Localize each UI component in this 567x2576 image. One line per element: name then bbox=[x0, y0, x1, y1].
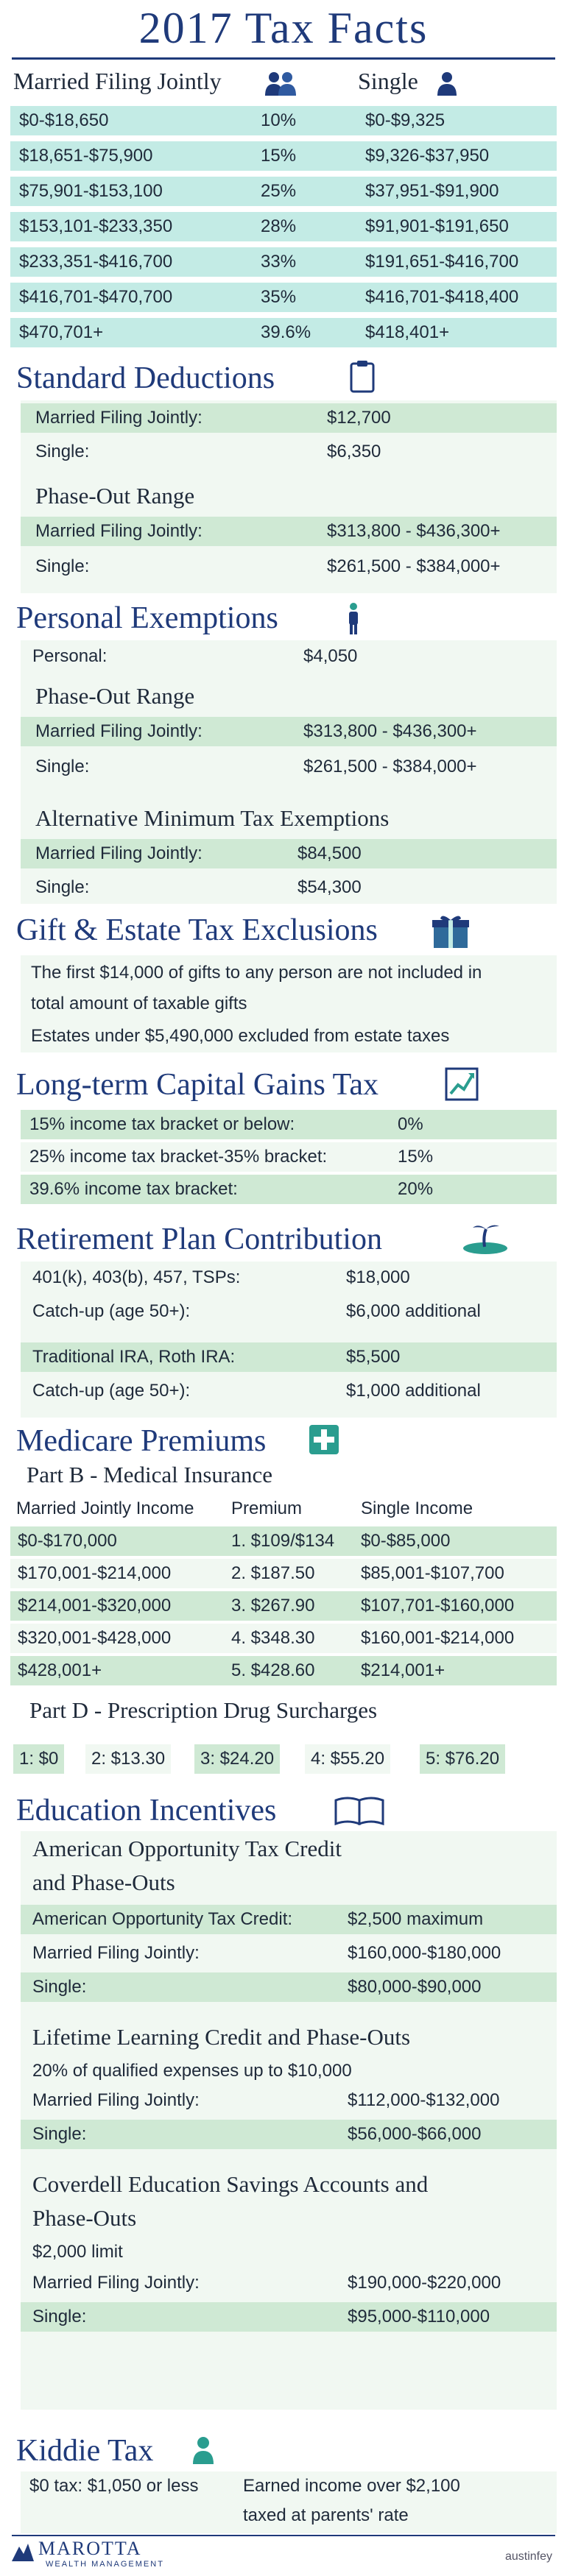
col-single-header: Single Income bbox=[361, 1498, 473, 1518]
llc-mfj-row: Married Filing Jointly: $112,000-$132,000 bbox=[32, 2090, 500, 2110]
retirement-catchup-row: Catch-up (age 50+): $6,000 additional bbox=[32, 1301, 481, 1321]
personal-exemptions-heading: Personal Exemptions bbox=[16, 601, 278, 635]
kiddie-right-2: taxed at parents' rate bbox=[243, 2505, 409, 2525]
footer-divider bbox=[12, 2535, 555, 2536]
aotc-single-row: Single: $80,000-$90,000 bbox=[21, 1972, 557, 2002]
standard-mfj-row: Married Filing Jointly: $12,700 bbox=[21, 403, 557, 433]
medicare-row: $320,001-$428,000 4. $348.30 $160,001-$214,000 bbox=[10, 1624, 557, 1653]
part-d-surcharge: 3: $24.20 bbox=[194, 1744, 280, 1774]
part-d-surcharge: 2: $13.30 bbox=[85, 1744, 171, 1774]
capital-gains-row: 15% income tax bracket or below: 0% bbox=[21, 1110, 557, 1139]
standard-phaseout-heading: Phase-Out Range bbox=[35, 483, 195, 509]
page-title: 2017 Tax Facts bbox=[138, 4, 429, 52]
medicare-heading: Medicare Premiums bbox=[16, 1424, 267, 1458]
part-d-surcharge: 5: $76.20 bbox=[420, 1744, 505, 1774]
couple-icon bbox=[264, 71, 299, 96]
kiddie-right-1: Earned income over $2,100 bbox=[243, 2476, 460, 2496]
part-d-surcharge: 1: $0 bbox=[13, 1744, 64, 1774]
gift-estate-heading: Gift & Estate Tax Exclusions bbox=[16, 913, 378, 947]
bracket-row: $0-$18,650 10% $0-$9,325 bbox=[10, 106, 557, 135]
capital-gains-row: 25% income tax bracket-35% bracket: 15% bbox=[21, 1142, 557, 1172]
island-icon bbox=[462, 1222, 508, 1254]
aotc-row: American Opportunity Tax Credit: $2,500 maximum bbox=[21, 1905, 557, 1934]
education-heading: Education Incentives bbox=[16, 1794, 277, 1827]
designer-credit: austinfey bbox=[504, 2550, 552, 2563]
standard-single-row: Single: $6,350 bbox=[35, 442, 381, 461]
medicare-row: $170,001-$214,000 2. $187.50 $85,001-$107,700 bbox=[10, 1559, 557, 1588]
exemptions-phase-single-row: Single: $261,500 - $384,000+ bbox=[35, 757, 477, 776]
llc-note: 20% of qualified expenses up to $10,000 bbox=[32, 2061, 352, 2081]
col-married-header: Married Jointly Income bbox=[16, 1498, 194, 1518]
part-d-heading: Part D - Prescription Drug Surcharges bbox=[29, 1697, 378, 1723]
capital-gains-row: 39.6% income tax bracket: 20% bbox=[21, 1175, 557, 1204]
amt-mfj-row: Married Filing Jointly: $84,500 bbox=[21, 839, 557, 868]
exemptions-phase-mfj-row: Married Filing Jointly: $313,800 - $436,300+ bbox=[21, 717, 557, 746]
cesa-heading: Coverdell Education Savings Accounts and bbox=[32, 2171, 429, 2197]
aotc-mfj-row: Married Filing Jointly: $160,000-$180,000 bbox=[32, 1943, 501, 1963]
capital-gains-heading: Long-term Capital Gains Tax bbox=[16, 1068, 379, 1102]
retirement-401k-row: 401(k), 403(b), 457, TSPs: $18,000 bbox=[32, 1267, 410, 1287]
bracket-row: $416,701-$470,700 35% $416,701-$418,400 bbox=[10, 283, 557, 312]
marotta-logo: MAROTTA bbox=[38, 2538, 142, 2559]
cesa-note: $2,000 limit bbox=[32, 2242, 123, 2262]
standard-deductions-heading: Standard Deductions bbox=[16, 361, 275, 395]
title-divider bbox=[12, 57, 555, 60]
llc-heading: Lifetime Learning Credit and Phase-Outs bbox=[32, 2024, 411, 2050]
clipboard-icon bbox=[349, 359, 376, 393]
retirement-ira-catchup-row: Catch-up (age 50+): $1,000 additional bbox=[32, 1381, 481, 1401]
bracket-row: $153,101-$233,350 28% $91,901-$191,650 bbox=[10, 212, 557, 241]
gift-line-2: total amount of taxable gifts bbox=[31, 994, 247, 1013]
retirement-ira-row: Traditional IRA, Roth IRA: $5,500 bbox=[21, 1342, 557, 1372]
gift-icon bbox=[432, 913, 470, 949]
standard-phase-mfj-row: Married Filing Jointly: $313,800 - $436,300+ bbox=[21, 517, 557, 546]
part-d-surcharge: 4: $55.20 bbox=[305, 1744, 390, 1774]
part-b-heading: Part B - Medical Insurance bbox=[27, 1462, 272, 1487]
llc-single-row: Single: $56,000-$66,000 bbox=[21, 2120, 557, 2149]
standard-phase-single-row: Single: $261,500 - $384,000+ bbox=[35, 556, 501, 576]
aotc-heading-2: and Phase-Outs bbox=[32, 1869, 175, 1895]
medical-cross-icon bbox=[309, 1425, 339, 1454]
cesa-heading-2: Phase-Outs bbox=[32, 2205, 137, 2231]
medicare-row: $0-$170,000 1. $109/$134 $0-$85,000 bbox=[10, 1526, 557, 1556]
kiddie-left: $0 tax: $1,050 or less bbox=[29, 2476, 199, 2496]
marotta-logo-sub: WEALTH MANAGEMENT bbox=[46, 2560, 164, 2569]
person-icon bbox=[434, 71, 459, 96]
bracket-row: $75,901-$153,100 25% $37,951-$91,900 bbox=[10, 177, 557, 206]
amt-single-row: Single: $54,300 bbox=[35, 877, 362, 897]
child-icon bbox=[190, 2436, 216, 2464]
retirement-heading: Retirement Plan Contribution bbox=[16, 1222, 382, 1256]
cesa-mfj-row: Married Filing Jointly: $190,000-$220,000 bbox=[32, 2273, 501, 2293]
gift-line-1: The first $14,000 of gifts to any person are not included in bbox=[31, 963, 482, 983]
estate-line: Estates under $5,490,000 excluded from estate taxes bbox=[31, 1026, 450, 1046]
married-filing-jointly-heading: Married Filing Jointly bbox=[13, 68, 222, 94]
standing-person-icon bbox=[345, 602, 362, 634]
kiddie-tax-heading: Kiddie Tax bbox=[16, 2434, 154, 2468]
bracket-row: $470,701+ 39.6% $418,401+ bbox=[10, 318, 557, 347]
open-book-icon bbox=[333, 1796, 386, 1825]
single-heading: Single bbox=[358, 68, 418, 94]
amt-heading: Alternative Minimum Tax Exemptions bbox=[35, 805, 390, 831]
cesa-single-row: Single: $95,000-$110,000 bbox=[21, 2302, 557, 2332]
medicare-row: $428,001+ 5. $428.60 $214,001+ bbox=[10, 1656, 557, 1685]
bracket-row: $233,351-$416,700 33% $191,651-$416,700 bbox=[10, 247, 557, 277]
col-premium-header: Premium bbox=[231, 1498, 303, 1518]
personal-row: Personal: $4,050 bbox=[32, 646, 358, 666]
medicare-row: $214,001-$320,000 3. $267.90 $107,701-$160,000 bbox=[10, 1591, 557, 1621]
aotc-heading: American Opportunity Tax Credit bbox=[32, 1836, 342, 1861]
growth-chart-icon bbox=[445, 1067, 479, 1101]
marotta-logo-icon bbox=[12, 2541, 34, 2561]
bracket-row: $18,651-$75,900 15% $9,326-$37,950 bbox=[10, 141, 557, 171]
exemptions-phaseout-heading: Phase-Out Range bbox=[35, 683, 195, 709]
